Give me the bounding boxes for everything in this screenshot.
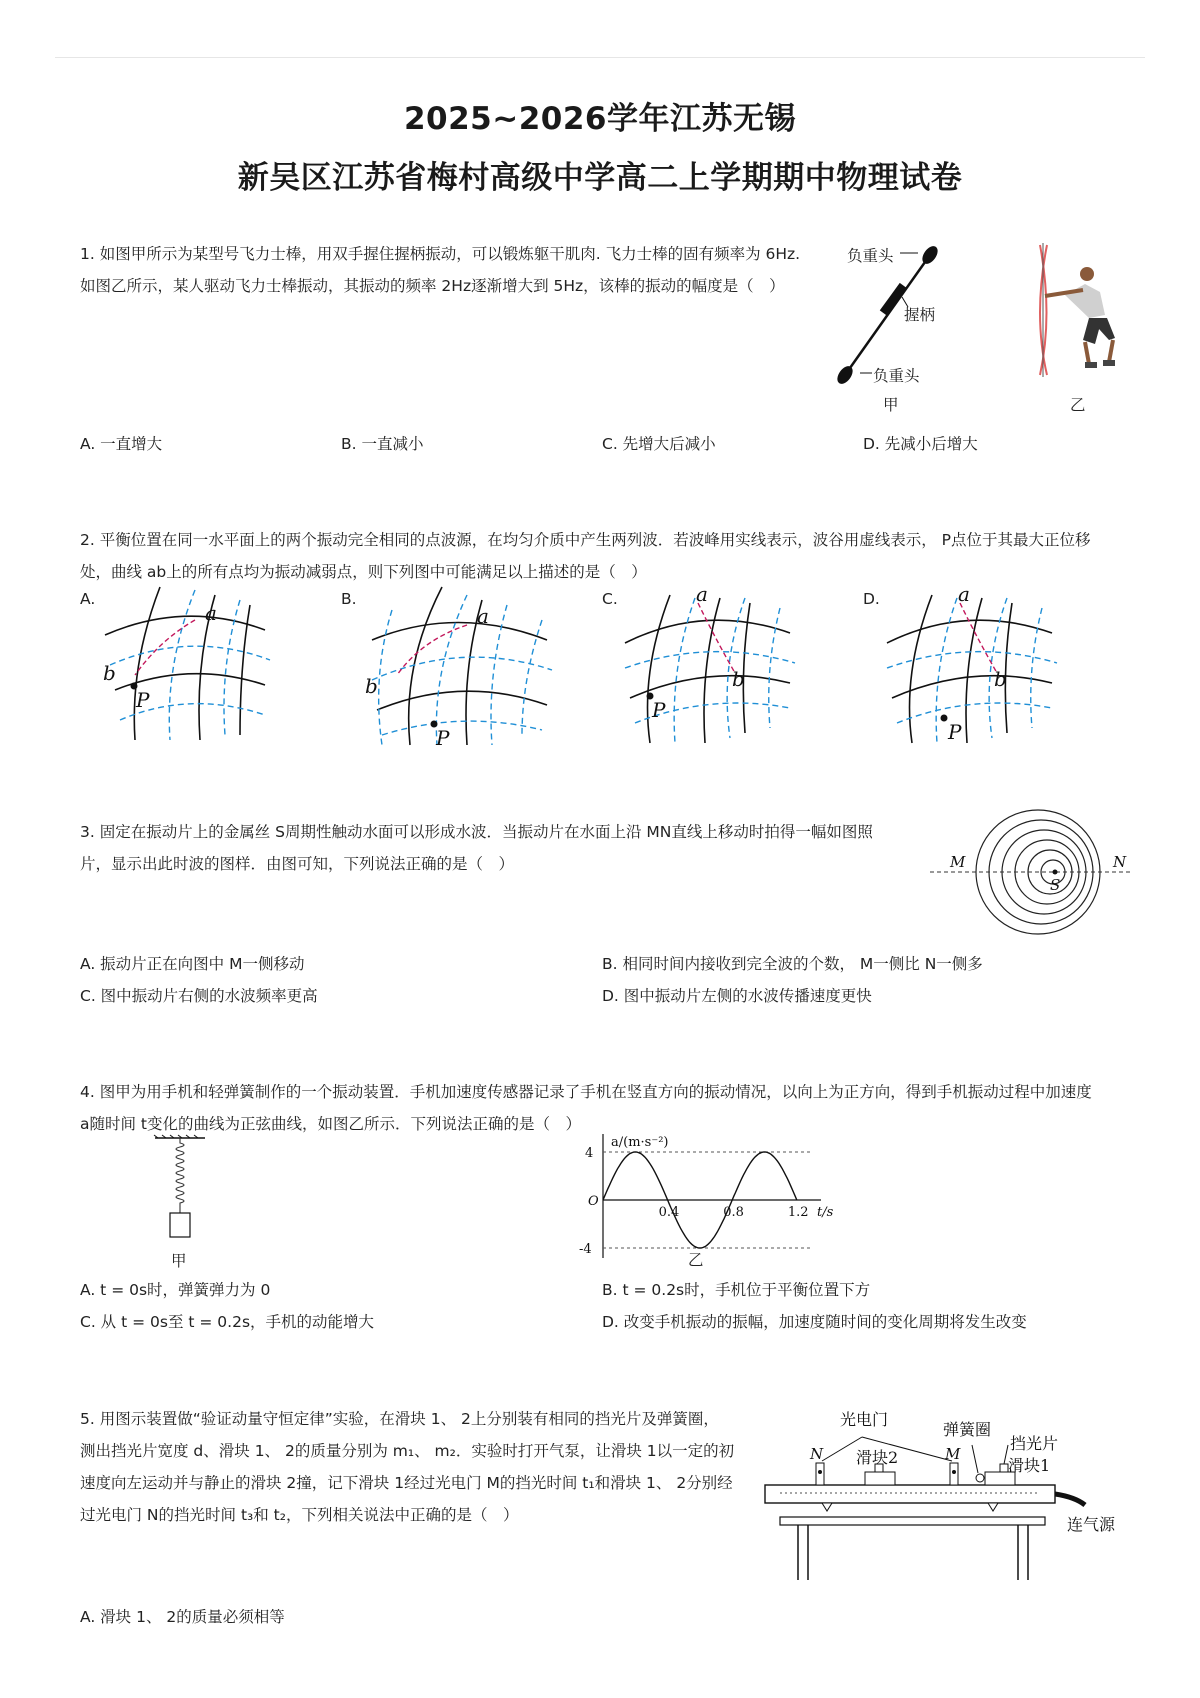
q3-option-c[interactable]: C. 图中振动片右侧的水波频率更高 xyxy=(80,987,318,1005)
page-title-line1: 2025~2026学年江苏无锡 xyxy=(403,101,797,137)
q1-option-b[interactable]: B. 一直减小 xyxy=(341,435,424,453)
q5-option-a[interactable]: A. 滑块 1、 2的质量必须相等 xyxy=(80,1608,285,1626)
q1-label-head-bottom: 负重头 xyxy=(873,367,920,385)
q2-figure-b xyxy=(362,585,562,750)
q5-label-shutter: 挡光片 xyxy=(1010,1434,1059,1453)
x-tick-label: 0.4 xyxy=(658,1205,680,1220)
q1-label-yi: 乙 xyxy=(1070,396,1086,414)
q4-text-line1: 4. 图甲为用手机和轻弹簧制作的一个振动装置．手机加速度传感器记录了手机在竖直方向的振动情况，以向上为正方向，得到手机振动过程中加速度 xyxy=(80,1083,1092,1101)
q2-choice-d[interactable]: D. xyxy=(863,590,880,608)
y-axis-label: a/(m·s⁻²) xyxy=(611,1135,669,1150)
q5-figure-air-track xyxy=(760,1405,1116,1580)
q3-option-a[interactable]: A. 振动片正在向图中 M一侧移动 xyxy=(80,955,305,973)
q3-label-n: N xyxy=(1113,853,1127,871)
q5-label-slider2: 滑块2 xyxy=(856,1448,899,1467)
q3-text-line1: 3. 固定在振动片上的金属丝 S周期性触动水面可以形成水波．当振动片在水面上沿 MN直线上移动时拍得一幅如图照 xyxy=(80,823,873,841)
q1-label-head-top: 负重头 xyxy=(847,247,894,265)
q4-chart-acceleration-vs-time xyxy=(575,1130,835,1265)
q1-label-grip: 握柄 xyxy=(904,306,936,324)
q5-label-gate: 光电门 xyxy=(840,1410,889,1429)
q4-option-c[interactable]: C. 从 t = 0s至 t = 0.2s，手机的动能增大 xyxy=(80,1313,375,1331)
y-tick-label: 4 xyxy=(585,1146,594,1161)
q5-label-air: 连气源 xyxy=(1067,1515,1116,1534)
q2c-label-b: b xyxy=(732,667,745,691)
q1-option-d[interactable]: D. 先减小后增大 xyxy=(863,435,978,453)
q2b-label-p: P xyxy=(436,726,450,750)
q2d-label-p: P xyxy=(948,720,962,744)
q3-label-m: M xyxy=(950,853,966,871)
q2-choice-b[interactable]: B. xyxy=(341,590,357,608)
q2-choice-c[interactable]: C. xyxy=(602,590,618,608)
q5-text-line4: 过光电门 N的挡光时间 t₃和 t₂，下列相关说法中正确的是（ ） xyxy=(80,1506,519,1524)
q2-text-line2: 处，曲线 ab上的所有点均为振动减弱点，则下列图中可能满足以上描述的是（ ） xyxy=(80,563,647,581)
q4-label-yi: 乙 xyxy=(688,1251,704,1269)
q4-option-b[interactable]: B. t = 0.2s时，手机位于平衡位置下方 xyxy=(602,1281,871,1299)
x-tick-label: 1.2 xyxy=(787,1205,809,1220)
q2-choice-a[interactable]: A. xyxy=(80,590,96,608)
q1-option-a[interactable]: A. 一直增大 xyxy=(80,435,163,453)
q2d-label-b: b xyxy=(994,667,1007,691)
q4-figure-jia-spring xyxy=(150,1135,210,1250)
q2a-label-p: P xyxy=(136,688,150,712)
q5-text-line3: 速度向左运动并与静止的滑块 2撞，记下滑块 1经过光电门 M的挡光时间 t₁和滑块 1、 2分别经 xyxy=(80,1474,733,1492)
q1-label-jia: 甲 xyxy=(883,396,899,414)
q3-option-b[interactable]: B. 相同时间内接收到完全波的个数， M一侧比 N一侧多 xyxy=(602,955,983,973)
q1-text-line2: 如图乙所示，某人驱动飞力士棒振动，其振动的频率 2Hz逐渐增大到 5Hz，该棒的振动的幅度是（ ） xyxy=(80,277,785,295)
q2a-label-b: b xyxy=(103,661,116,685)
q4-text-line2: a随时间 t变化的曲线为正弦曲线，如图乙所示．下列说法正确的是（ ） xyxy=(80,1115,582,1133)
q1-figure-yi-person-with-rod xyxy=(1025,240,1135,380)
q5-label-n: N xyxy=(810,1445,824,1463)
q2-figure-a xyxy=(100,585,280,745)
x-axis-label: t/s xyxy=(817,1205,834,1220)
q3-label-s: S xyxy=(1050,876,1061,894)
q2c-label-p: P xyxy=(652,698,666,722)
q5-text-line1: 5. 用图示装置做“验证动量守恒定律”实验，在滑块 1、 2上分别装有相同的挡光片及弹簧圈， xyxy=(80,1410,719,1428)
q2b-label-b: b xyxy=(365,674,378,698)
q3-option-d[interactable]: D. 图中振动片左侧的水波传播速度更快 xyxy=(602,987,872,1005)
q3-figure-ripples xyxy=(930,800,1130,940)
q2c-label-a: a xyxy=(696,582,708,606)
header-divider xyxy=(55,57,1145,58)
q2-figure-d xyxy=(882,583,1062,748)
origin-label: O xyxy=(588,1194,599,1209)
q2a-label-a: a xyxy=(205,601,217,625)
q2b-label-a: a xyxy=(477,604,489,628)
page-title-line2: 新吴区江苏省梅村高级中学高二上学期期中物理试卷 xyxy=(237,160,963,196)
q3-text-line2: 片，显示出此时波的图样．由图可知，下列说法正确的是（ ） xyxy=(80,855,515,873)
x-tick-label: 0.8 xyxy=(723,1205,744,1220)
q2-text-line1: 2. 平衡位置在同一水平面上的两个振动完全相同的点波源，在均匀介质中产生两列波．若波峰用实线表示，波谷用虚线表示， P点位于其最大正位移 xyxy=(80,531,1091,549)
q5-label-spring: 弹簧圈 xyxy=(943,1420,992,1439)
q2-figure-c xyxy=(620,583,800,748)
q4-option-a[interactable]: A. t = 0s时，弹簧弹力为 0 xyxy=(80,1281,271,1299)
q5-label-m: M xyxy=(945,1445,961,1463)
q1-option-c[interactable]: C. 先增大后减小 xyxy=(602,435,716,453)
q5-text-line2: 测出挡光片宽度 d、滑块 1、 2的质量分别为 m₁、 m₂．实验时打开气泵，让滑块 1以一定的初 xyxy=(80,1442,735,1460)
q4-label-jia: 甲 xyxy=(171,1252,187,1270)
q2d-label-a: a xyxy=(958,582,970,606)
q1-text-line1: 1. 如图甲所示为某型号飞力士棒，用双手握住握柄振动，可以锻炼躯干肌肉. 飞力士棒的固有频率为 6Hz. xyxy=(80,245,801,263)
q5-label-slider1: 滑块1 xyxy=(1008,1456,1051,1475)
y-tick-label: -4 xyxy=(579,1242,592,1257)
q4-option-d[interactable]: D. 改变手机振动的振幅，加速度随时间的变化周期将发生改变 xyxy=(602,1313,1027,1331)
